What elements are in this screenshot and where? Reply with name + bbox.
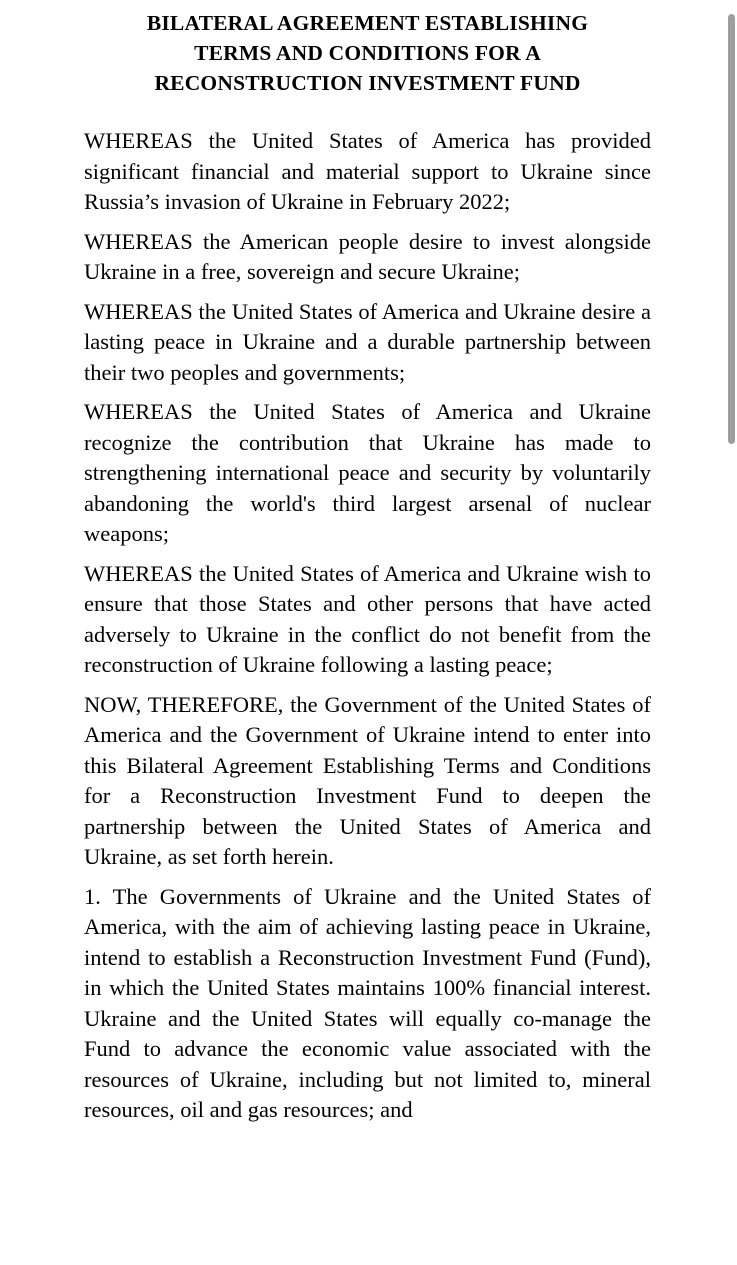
title-line-2: TERMS AND CONDITIONS FOR A [194,41,541,65]
paragraph-whereas-3: WHEREAS the United States of America and Ukraine desire a lasting peace in Ukraine and a durable partnership between their two peoples and governments; [84,298,651,385]
paragraph-whereas-2: WHEREAS the American people desire to invest alongside Ukraine in a free, sovereign and secure Ukraine; [84,228,651,284]
paragraph-whereas-4: WHEREAS the United States of America and Ukraine recognize the contribution that Ukraine has made to strengthening international peace and security by voluntarily abandoning the world's third largest arsenal of nuclear weapons; [84,399,651,546]
paragraph-whereas-1: WHEREAS the United States of America has provided significant financial and material support to Ukraine since Russia’s invasion of Ukraine in February 2022; [84,128,651,214]
title-line-3: RECONSTRUCTION INVESTMENT FUND [154,71,581,95]
page-title [84,4,651,98]
paragraph-clause-1: 1. The Governments of Ukraine and the United States of America, with the aim of achieving lasting peace in Ukraine, intend to establish a Reconstruction Investment Fund (Fund), in which the United States maintains 100% financial interest. Ukraine and the United States will equally co-manage the Fund to advance the economic value associated with the resources of Ukraine, including but not limited to, mineral resources, oil and gas resources; and [84,883,651,1122]
document-body [84,126,651,1126]
paragraph-whereas-5: WHEREAS the United States of America and Ukraine wish to ensure that those States and other persons that have acted adversely to Ukraine in the conflict do not benefit from the reconstruction of Ukraine following a lasting peace; [84,560,651,677]
paragraph-now-therefore: NOW, THEREFORE, the Government of the United States of America and the Government of Ukraine intend to enter into this Bilateral Agreement Establishing Terms and Conditions for a Reconstruction Investment Fund to deepen the partnership between the United States of America and Ukraine, as set forth herein. [84,691,651,869]
scrollbar-thumb[interactable] [728,14,735,444]
document-page [0,4,737,1265]
vertical-scrollbar[interactable] [725,4,737,1265]
title-line-1: BILATERAL AGREEMENT ESTABLISHING [146,11,589,35]
